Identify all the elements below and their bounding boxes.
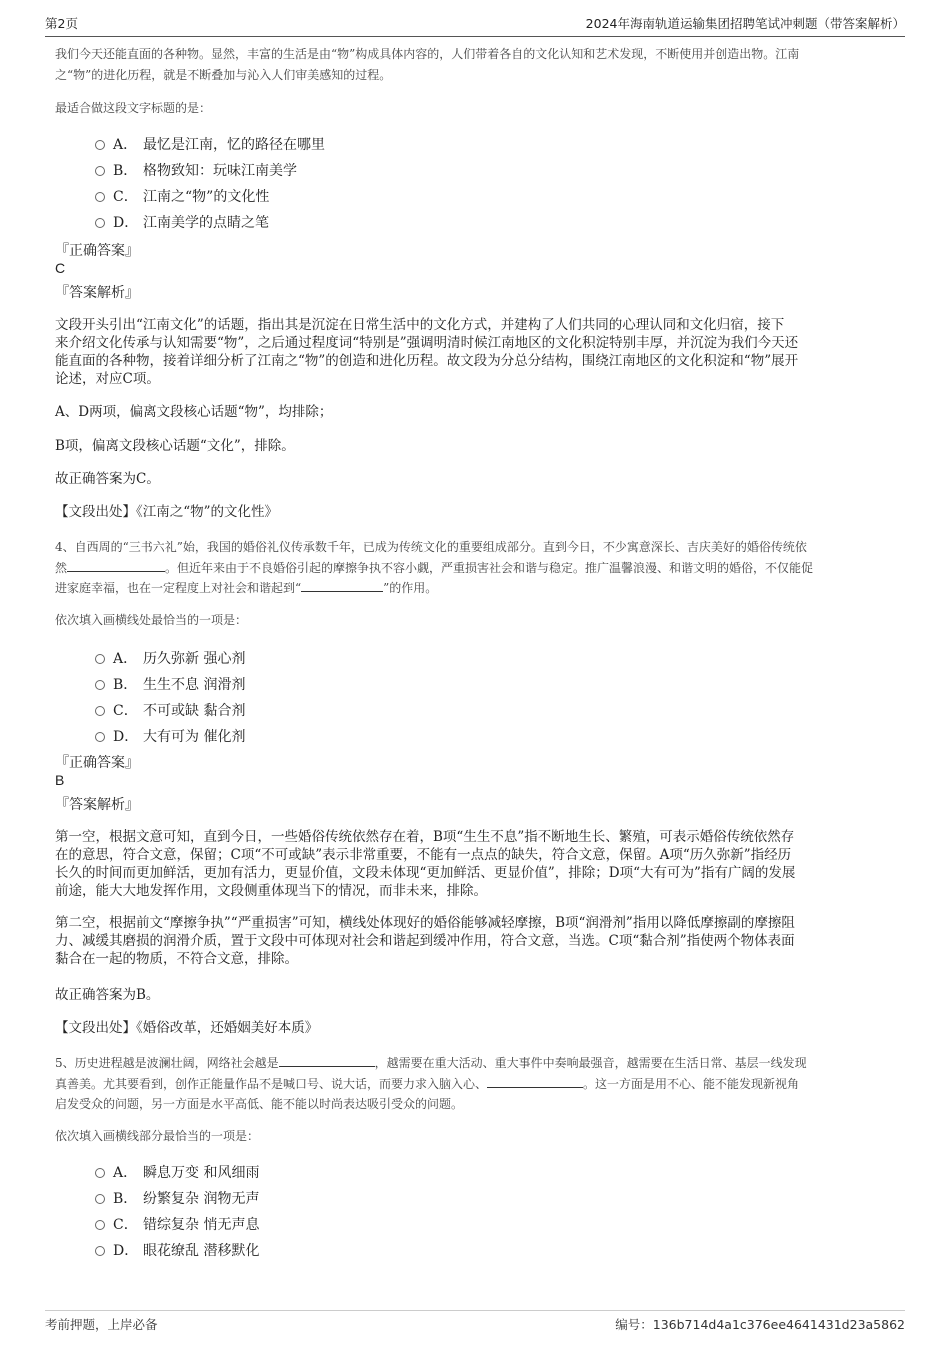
page-footer [45,1310,905,1333]
q4-options [95,648,245,752]
radio-icon[interactable] [95,1220,105,1230]
option-a[interactable]: A． 历久弥新 强心剂 [95,648,245,674]
fill-blank [279,1054,375,1067]
q5-options [95,1162,259,1266]
radio-icon[interactable] [95,1168,105,1178]
q4-stem: 4、自西周的“三书六礼”始，我国的婚俗礼仪传承数千年，已成为传统文化的重要组成部分。直到今日，不少寓意深长、吉庆美好的婚俗传统依 然 。但近年来由于不良婚俗引起的摩擦争执不容小觑，严重损害社会和谐与稳定。推广温馨浪漫、和谐文明的婚俗，不仅能促 进家庭幸福，也在一定程度上对社会和谐起到“ ”的作用。 [55,540,814,595]
q3-analysis-p2: A、D两项，偏离文段核心话题“物”，均排除； [55,404,333,420]
q3-prompt: 最适合做这段文字标题的是： [55,101,212,115]
answer-value: B [55,772,65,788]
option-c[interactable]: C． 错综复杂 悄无声息 [95,1214,259,1240]
fill-blank [67,559,165,572]
answer-label: 『正确答案』 [55,243,139,259]
q4-source: 【文段出处】《婚俗改革，还婚姻美好本质》 [55,1020,319,1036]
q3-passage-line: 之“物”的进化历程，就是不断叠加与沁入人们审美感知的过程。 [55,67,392,82]
radio-icon[interactable] [95,1246,105,1256]
radio-icon[interactable] [95,680,105,690]
page-header [45,14,905,37]
document-title: 2024年海南轨道运输集团招聘笔试冲刺题（带答案解析） [585,16,905,31]
analysis-label: 『答案解析』 [55,797,139,813]
document-id: 编号：136b714d4a1c376ee4641431d23a5862 [615,1317,905,1332]
q3-analysis-p1: 文段开头引出“江南文化”的话题，指出其是沉淀在日常生活中的文化方式，并建构了人们共同的心理认同和文化归宿，接下 来介绍文化传承与认知需要“物”，之后通过程度词“特别是”强调明清时候江南地区的文化积淀特别丰厚，并沉淀为我们今天还 能直面的各种物，接着详细分析了江南之“物”的创造和进化历程。故文段为分总分结构，围绕江南地区的文化积淀和“物”展开 论述，对应C项。 [55,317,799,387]
radio-icon[interactable] [95,706,105,716]
option-a[interactable]: A． 瞬息万变 和风细雨 [95,1162,259,1188]
q5-prompt: 依次填入画横线部分最恰当的一项是： [55,1129,260,1143]
q3-passage-line: 我们今天还能直面的各种物。显然，丰富的生活是由“物”构成具体内容的，人们带着各自的文化认知和艺术发现，不断使用并创造出物。江南 [55,47,800,61]
q5-stem: 5、历史进程越是波澜壮阔，网络社会越是 ，越需要在重大活动、重大事件中奏响最强音，越需要在生活日常、基层一线发现 真善美。尤其要看到，创作正能量作品不是喊口号、说大话，而要力求入脑入心、 。这一方面是用不心、能不能发现新视角 启发受众的问题，另一方面是水平高低、能不能以时尚表达吸引受众的问题。 [55,1056,807,1111]
q3-source: 【文段出处】《江南之“物”的文化性》 [55,504,279,520]
option-c[interactable]: C． 江南之“物”的文化性 [95,186,325,212]
option-b[interactable]: B． 纷繁复杂 润物无声 [95,1188,259,1214]
fill-blank [301,579,383,592]
radio-icon[interactable] [95,166,105,176]
q3-options [95,134,325,238]
q4-analysis-p3: 故正确答案为B。 [55,987,160,1003]
page-number: 第2页 [45,16,78,31]
q4-prompt: 依次填入画横线处最恰当的一项是： [55,613,248,627]
q4-analysis-p2: 第二空，根据前文“摩擦争执”“严重损害”可知，横线处体现好的婚俗能够减轻摩擦，B项“润滑剂”指用以降低摩擦副的摩擦阻 力、减缓其磨损的润滑介质，置于文段中可体现对社会和谐起到缓冲作用，符合文意，当选。C项“黏合剂”指使两个物体表面 黏合在一起的物质，不符合文意，排除。 [55,915,795,967]
option-b[interactable]: B． 生生不息 润滑剂 [95,674,245,700]
q4-analysis-p1: 第一空，根据文意可知，直到今日，一些婚俗传统依然存在着，B项“生生不息”指不断地生长、繁殖，可表示婚俗传统依然存 在的意思，符合文意，保留；C项“不可或缺”表示非常重要，不能有一点点的缺失，符合文意，保留。A项“历久弥新”指经历 长久的时间而更加鲜活，更加有活力，更显价值，文段未体现“更加鲜活、更显价值”，排除；D项“大有可为”指有广阔的发展 前途，能大大地发挥作用，文段侧重体现当下的情况，而非未来，排除。 [55,829,796,899]
option-c[interactable]: C． 不可或缺 黏合剂 [95,700,245,726]
q3-passage [55,44,895,85]
option-d[interactable]: D． 大有可为 催化剂 [95,726,245,752]
radio-icon[interactable] [95,732,105,742]
radio-icon[interactable] [95,654,105,664]
answer-label: 『正确答案』 [55,755,139,771]
fill-blank [487,1075,583,1088]
answer-value: C [55,260,66,276]
radio-icon[interactable] [95,1194,105,1204]
radio-icon[interactable] [95,140,105,150]
q3-analysis-p4: 故正确答案为C。 [55,471,160,487]
radio-icon[interactable] [95,218,105,228]
q3-analysis-p3: B项，偏离文段核心话题“文化”，排除。 [55,438,295,454]
footer-slogan: 考前押题，上岸必备 [45,1317,158,1332]
radio-icon[interactable] [95,192,105,202]
option-d[interactable]: D． 江南美学的点睛之笔 [95,212,325,238]
option-a[interactable]: A． 最忆是江南，忆的路径在哪里 [95,134,325,160]
option-b[interactable]: B． 格物致知：玩味江南美学 [95,160,325,186]
analysis-label: 『答案解析』 [55,285,139,301]
option-d[interactable]: D． 眼花缭乱 潜移默化 [95,1240,259,1266]
